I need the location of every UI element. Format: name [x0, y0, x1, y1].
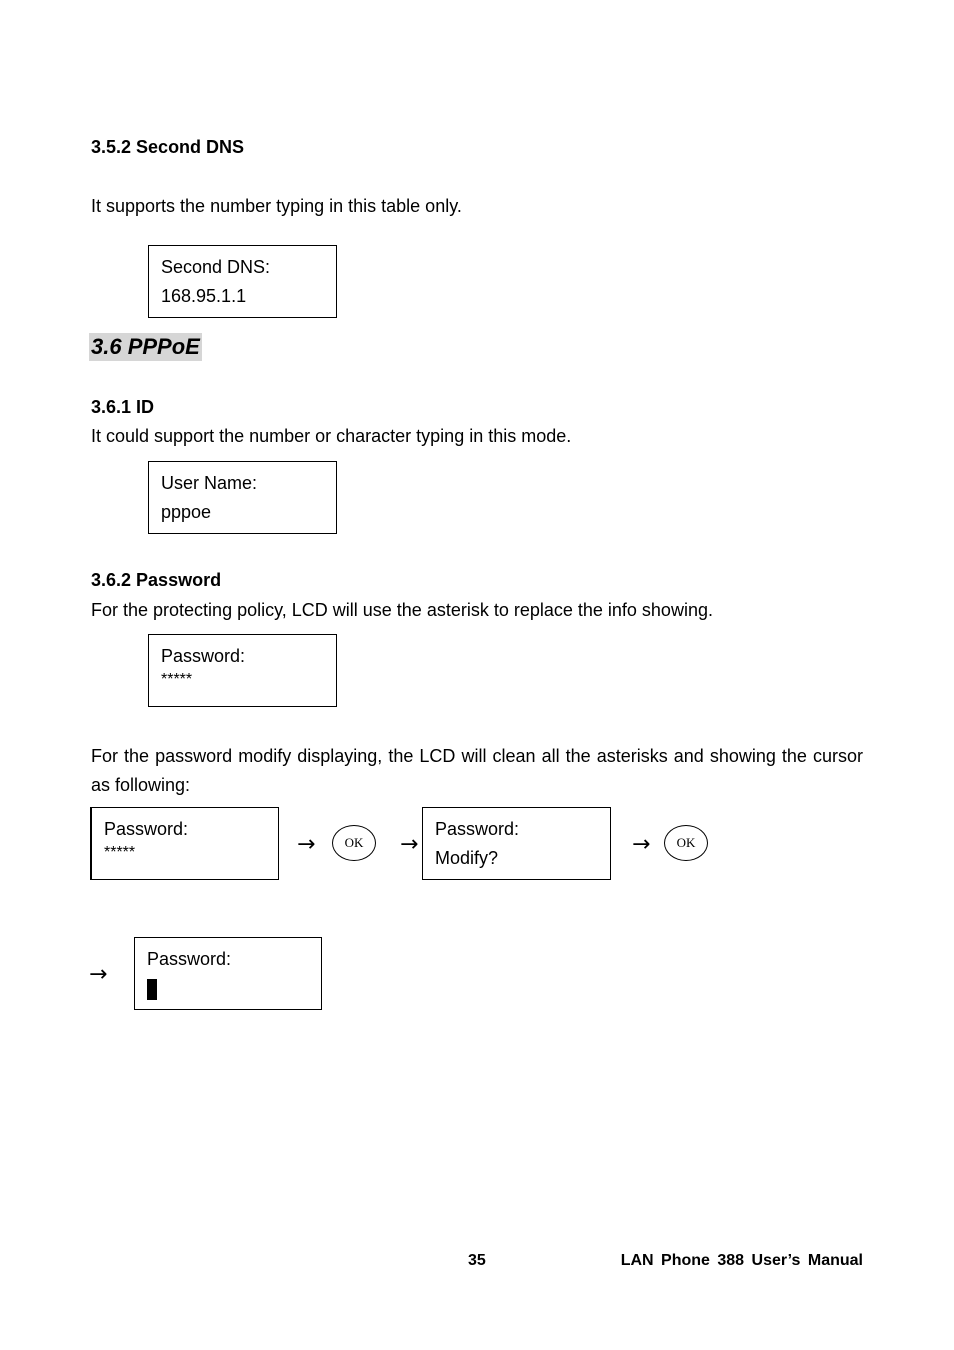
text-cursor-icon	[147, 979, 157, 1000]
lcd-line2: *****	[161, 671, 193, 688]
section-text-352: It supports the number typing in this table only.	[91, 196, 462, 216]
lcd-line1: Password:	[147, 949, 232, 969]
section-heading-361: 3.6.1 ID	[91, 397, 155, 417]
lcd-line2: *****	[104, 844, 136, 861]
ok-button-icon: OK	[664, 825, 708, 861]
lcd-line1: Password:	[104, 819, 189, 839]
section-heading-36: 3.6 PPPoE	[91, 334, 200, 359]
section-text-361: It could support the number or character typing in this mode.	[91, 426, 572, 446]
lcd-line2: 168.95.1.1	[161, 286, 247, 306]
arrow-right-icon: →	[89, 962, 108, 987]
lcd-line1: Password:	[435, 819, 520, 839]
lcd-user-name	[148, 461, 337, 534]
section-heading-352: 3.5.2 Second DNS	[91, 137, 245, 157]
lcd-password	[148, 634, 337, 707]
manual-title: LAN Phone 388 User’s Manual	[620, 1252, 863, 1269]
ok-button-icon: OK	[332, 825, 376, 861]
section-heading-362: 3.6.2 Password	[91, 570, 222, 590]
lcd-line1: Password:	[161, 646, 246, 666]
arrow-right-icon: →	[297, 832, 316, 857]
lcd-password-cursor	[134, 937, 322, 1010]
arrow-right-icon: →	[400, 832, 419, 857]
lcd-password-stars	[90, 807, 279, 880]
lcd-line1: Second DNS:	[161, 257, 271, 277]
lcd-line2: pppoe	[161, 502, 212, 522]
section-text-362: For the protecting policy, LCD will use the asterisk to replace the info showing.	[91, 600, 713, 620]
lcd-line2: Modify?	[435, 848, 499, 868]
lcd-line1: User Name:	[161, 473, 258, 493]
arrow-right-icon: →	[632, 832, 651, 857]
lcd-second-dns	[148, 245, 337, 318]
modify-paragraph: For the password modify displaying, the LCD will clean all the asterisks and showing the cursor as following:	[91, 746, 863, 795]
lcd-password-modify	[422, 807, 611, 880]
page-number: 35	[468, 1252, 486, 1269]
